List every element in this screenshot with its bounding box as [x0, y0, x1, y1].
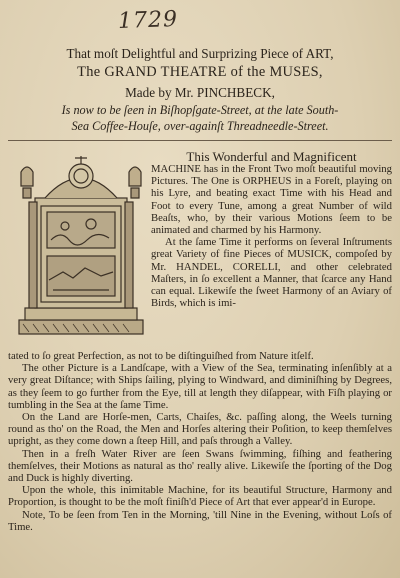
handwritten-date: 1729	[117, 6, 179, 35]
paragraph-orpheus: MACHINE has in the Front Two moſt beautiful moving Pictures. The One is ORPHEUS in a Foreſt, playing on his Lyre, and beating exact Time with his Head and Foot to every Tune, among a great Number of wild Beaſts, who, by their various Motions ſeem to be animated and charmed by his Harmony.	[151, 163, 392, 237]
headline-location-1: Is now to be ſeen in Biſhopſgate-Street, at the late South-	[61, 103, 339, 117]
headline-intro: That moſt Delightful and Surprizing Piece of ART,	[66, 46, 334, 61]
divider-rule	[8, 140, 392, 141]
paragraph-note: Note, To be ſeen from Ten in the Morning, 'till Nine in the Evening, without Loſs of Time.	[8, 508, 392, 533]
column-text	[151, 150, 392, 309]
paragraph-musick: At the ſame Time it performs on ſeveral Inſtruments great Variety of fine Pieces of MUSICK, compoſed by Mr. HANDEL, CORELLI, and other celebrated Maſters, in ſo excellent a Manner, that ſcarce any Hand can equal. Likewiſe the ſweet Harmony of an Aviary of Birds, which is imi-	[151, 236, 392, 310]
clock-machine-engraving	[15, 150, 147, 338]
paragraph-river: Then in a freſh Water River are ſeen Swans ſwimming, fiſhing and feathering themſelves, their Motions as natural as tho' really alive. Likewiſe the ſporting of the Dog and Duck is highly diverting.	[8, 447, 392, 485]
paragraph-whole: Upon the whole, this inimitable Machine, for its beautiful Structure, Harmony and Proportion, is thought to be the moſt finiſh'd Piece of Art that ever appear'd in Europe.	[8, 484, 392, 509]
paragraph-land: On the Land are Horſe-men, Carts, Chaiſes, &c. paſſing along, the Weels turning round as tho' on the Road, the Men and Horſes altering their Poſition, to keep themſelves upright, as they come down a ſteep Hill, and paſs through a Valley.	[8, 411, 392, 448]
headline-maker: Made by Mr. PINCHBECK,	[125, 85, 275, 100]
full-width-text	[8, 350, 392, 533]
paragraph-musick-cont: tated to ſo great Perfection, as not to be diſtinguiſhed from Nature itſelf.	[8, 350, 314, 362]
lead-line: This Wonderful and Magnificent	[186, 149, 357, 164]
paragraph-landscape: The other Picture is a Landſcape, with a View of the Sea, terminating inſenſibly at a very great Diſtance; with Ships ſailing, plying to Windward, and diminiſhing by Degrees, as they ſeem to go further from the Eye, till at length they diſappear, with Fiſh playing or tumbling in the Sea at the ſame Time.	[8, 362, 392, 411]
headline-title: The GRAND THEATRE of the MUSES,	[77, 64, 323, 80]
headline-location-2: Sea Coffee-Houſe, over-againſt Threadneedle-Street.	[71, 119, 329, 133]
